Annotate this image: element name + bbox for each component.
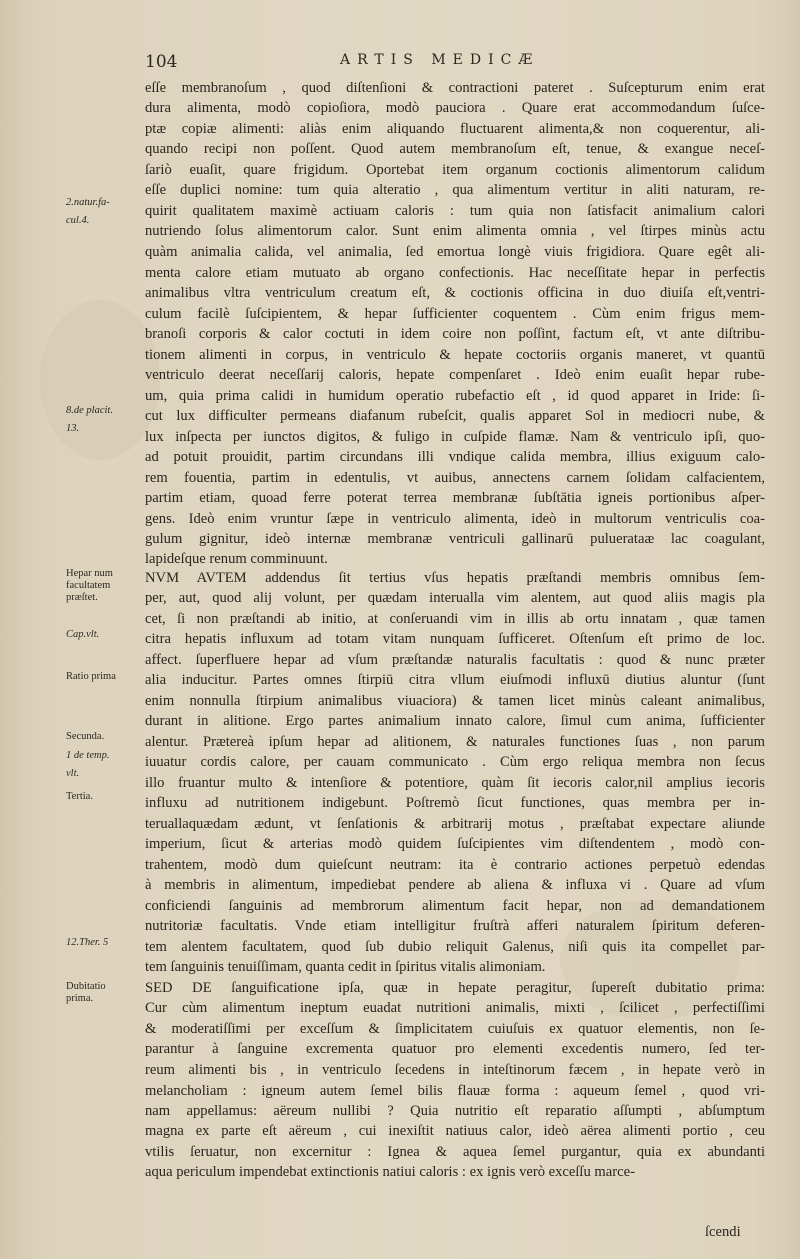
text-line: partim etiam, quoad ferre poterat terrea membranæ ſubſtātia igneis portionibus aſper- [145,490,765,506]
text-line: animalibus vltra ventriculum creatum eſt, & coctionis officina in duo diuiſa eſt,ventri- [145,285,765,301]
page-number: 104 [145,52,178,72]
margin-note: Ratio prima [66,671,116,682]
text-line: influxu ad nutritionem indigebunt. Poſtremò ſicut functiones, quas membra per in- [145,795,765,811]
text-line: quàm animalia calida, vel animalia, ſed emortua longè viuis frigidiora. Quare egêt ali- [145,244,765,260]
text-line: ſariò euaſit, quare frigidum. Oportebat item organum coctionis alimentorum calidum [145,162,765,178]
margin-note: 12.Ther. 5 [66,937,109,948]
text-line: um, quia prima calidi in humidum operatio rubefactio eſt , id quod apparet in Iride: ſi- [145,388,765,404]
text-line: lux inſpecta per iunctos digitos, & fuligo in cuſpide flamæ. Nam & ventriculo ipſi, quo- [145,429,765,445]
text-line: branoſi corporis & calor coctuti in idem coire non poſſint, factum eſt, vt ante diſtribu- [145,326,765,342]
text-line: cet, ſi non præſtandi ab initio, at conſeruandi vim in illis ab ortu innatam , quæ tamen [145,611,765,627]
text-line: SED DE ſanguificatione ipſa, quæ in hepate peragitur, ſupereſt dubitatio prima: [145,980,765,996]
text-line: eſſe membranoſum , quod diſtenſioni & contractioni pateret . Suſcepturum enim erat [145,80,765,96]
margin-note: cul.4. [66,215,90,226]
text-line: parantur à ſanguine excrementa quatuor pro elementi excedentis numero, ſed ter- [145,1041,765,1057]
text-line: ventriculo deerat neceſſarij caloris, hepate compenſaret . Ideò enim euaſit hepar rube- [145,367,765,383]
text-line: quirit qualitatem maximè actiuam caloris : tum quia non ſatisfacit animalium calori [145,203,765,219]
text-line: imperium, ſicut & arterias modò quidem ſuſcipientes vim diſtendentem , modò con- [145,836,765,852]
text-line: durant in alitione. Ergo partes animalium innato calore, ſimul cum anima, ſufficienter [145,713,765,729]
text-line: ad potuit prouidit, partim circundans illi vndique calida membra, illius exiguum calo- [145,449,765,465]
text-line: gulum gignitur, ideò internæ membranæ ventriculi gallinarū puluerataæ lac coagulant, [145,531,765,547]
margin-note: Tertia. [66,791,93,802]
text-line: dura alimenta, modò copioſiora, modò pauciora . Quare erat accommodandum ſuſce- [145,100,765,116]
running-title: ARTIS MEDICÆ [340,52,540,68]
text-line: quando recipi non poſſent. Quod autem membranoſum eſt, tenue, & exangue neceſ- [145,141,765,157]
text-line: vtilis ſeruatur, non excernitur : Ignea & aquea ſemel purgantur, quia ex abundanti [145,1144,765,1160]
text-line: cut lux difficulter permeans diafanum rubeſcit, qualis apparet Sol in mediocri nube, & [145,408,765,424]
text-line: affect. ſuperfluere hepar ad vſum præſtandæ naturalis facultatis : quod & nunc præter [145,652,765,668]
margin-note: prima. [66,993,94,1004]
text-line: aqua periculum impendebat extinctionis natiui caloris : ex ignis verò exceſſu marce- [145,1164,635,1180]
text-line: tionem alimenti in corpus, in ventriculo & hepate coctoriis organis maneret, vt quantū [145,347,765,363]
paper-stain [40,300,160,460]
text-line: lapideſque renum comminuunt. [145,551,328,567]
text-line: illo fruantur multo & intenſiore & potentiore, quàm ſit iecoris calor,nil amplius iecoris [145,775,765,791]
text-line: teruallaquædam ædunt, vt ſenſationis & arbitrarij motus , præſtabat expectare aliunde [145,816,765,832]
margin-note: 13. [66,423,80,434]
margin-note: Hepar num [66,568,113,579]
text-line: melancholiam : igneum autem ſemel bilis flauæ forma : aqueum ſemel , quod vri- [145,1083,765,1099]
text-line: culum facilè ſuſcipientem, & hepar ſufficienter coquentem . Cùm enim frigus mem- [145,306,765,322]
text-line: menta calore etiam mutuato ab organo confectionis. Hac neceſſitate hepar in perfectis [145,265,765,281]
margin-note: vlt. [66,768,80,779]
text-line: tem ſanguinis tenuiſſimam, quanta cedit in ſpiritus vitalis alimoniam. [145,959,546,975]
text-line: trahentem, modò dum quieſcunt neutram: ita è contrario actiones perpetuò edendas [145,857,765,873]
text-line: citra hepatis influxum ad totam vitam nunquam ſufficeret. Oſtenſum eſt primo de loc. [145,631,765,647]
text-line: Cur cùm alimentum ineptum euadat nutritioni animalis, mixti , ſcilicet , perfectiſſimi [145,1000,765,1016]
margin-note: 2.natur.fa- [66,197,110,208]
text-line: & moderatiſſimi per exceſſum & ſimplicitatem cuiuſuis ex quatuor elementis, non ſe- [145,1021,765,1037]
catchword: ſcendi [705,1224,741,1240]
text-line: eſſe duplici nomine: tum quia alteratio , qua alimentum vertitur in aliti naturam, re- [145,182,765,198]
margin-note: facultatem [66,580,111,591]
margin-note: 1 de temp. [66,750,110,761]
text-line: rem fouentia, partim in edentulis, vt auibus, annectens carnem ſolidam calfacientem, [145,470,765,486]
margin-note: Dubitatio [66,981,106,992]
text-line: enim nonnulla ſtirpium animalibus viuaciora) & tamen licet minùs caleant animalibus, [145,693,765,709]
text-line: per, aut, quod alij volunt, per quædam interualla vim alentem, aut quod aliis magis pla [145,590,765,606]
text-line: conficiendi ſanguinis ad membrorum alimentum facit hepar, non ad demandationem [145,898,765,914]
text-line: NVM AVTEM addendus ſit tertius vſus hepatis præſtandi membris omnibus ſem- [145,570,765,586]
text-line: iuuatur cordis calore, per cauam communicato . Cùm ergo reliqua membra non ſecus [145,754,765,770]
text-line: nutriendo ſolus alimentorum calor. Sunt enim alimenta omnia , vel ſtirpes minùs actu [145,223,765,239]
margin-note: præſtet. [66,592,98,603]
text-line: nam appellamus: aëreum nullibi ? Quia nutritio eſt reparatio aſſumpti , abſumptum [145,1103,765,1119]
text-line: tem alentem facultatem, quod ſub dubio reliquit Galenus, niſi quis ita compellet par- [145,939,765,955]
text-line: alia inducitur. Partes omnes ſtirpiū citra vllum eiuſmodi influxū diutius aluntur (ſunt [145,672,765,688]
text-line: ptæ copiæ alimenti: aliàs enim aliquando fluctuarent alimenta,& non coquerentur, ali- [145,121,765,137]
text-line: reum alimenti bis , in ventriculo ſecedens in inteſtinorum fæcem , in hepate verò in [145,1062,765,1078]
margin-note: Secunda. [66,731,105,742]
text-line: à membris in alimentum, impediebat pendere ab aliena & influxa vi . Quare ad vſum [145,877,765,893]
text-line: alentur. Prætereà ipſum hepar ad alitionem, & naturales functiones ſuas , non parum [145,734,765,750]
text-line: gens. Ideò enim vruntur ſæpe in ventriculo alimenta, ideò in multorum ventriculis coa- [145,511,765,527]
text-line: nutritoriæ facultatis. Vnde etiam intelligitur fruſtrà afferi naturalem ſpiritum deferen- [145,918,765,934]
margin-note: 8.de placit. [66,405,113,416]
margin-note: Cap.vlt. [66,629,100,640]
text-line: magna ex parte eſt aëreum , cui inexiſtit natiuus calor, ideò aërea alimenti portio , ceu [145,1123,765,1139]
